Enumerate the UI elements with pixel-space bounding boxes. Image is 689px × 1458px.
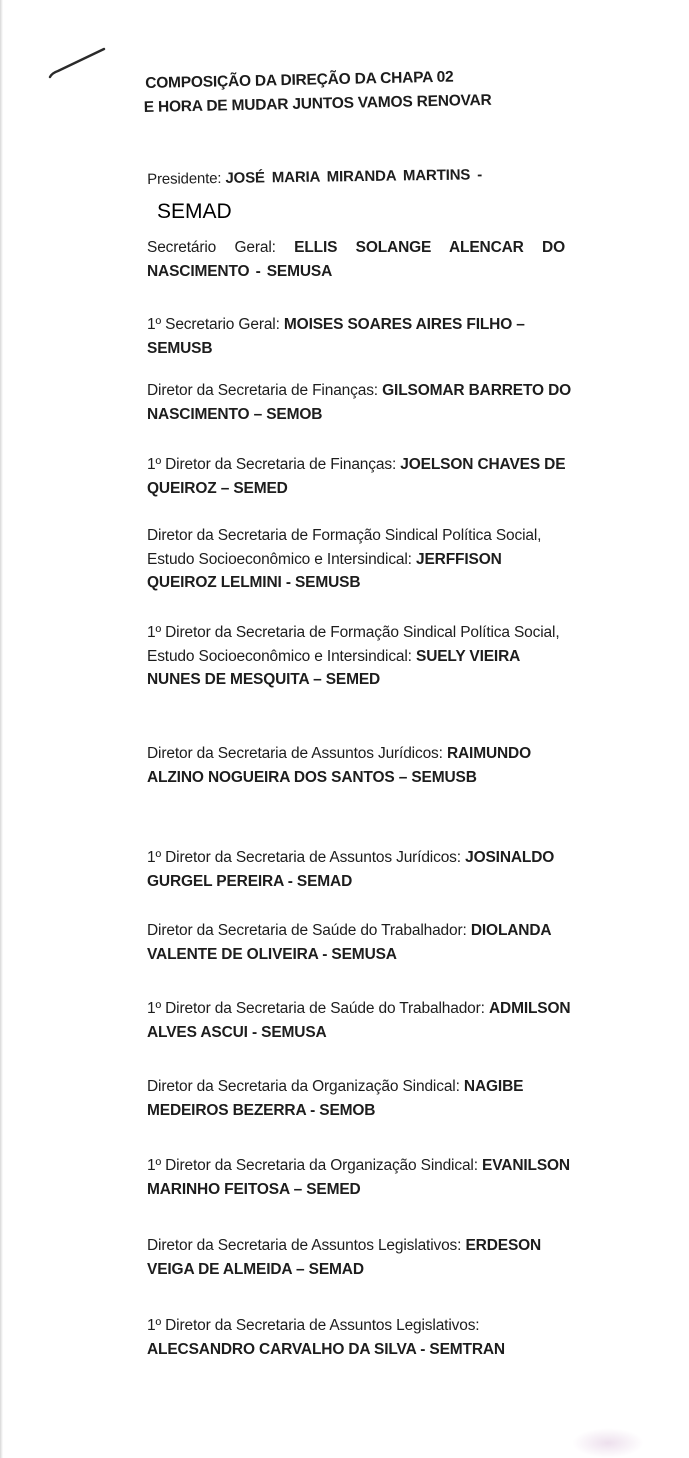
title-line-2: E HORA DE MUDAR JUNTOS VAMOS RENOVAR	[143, 91, 492, 117]
entry-name: GILSOMAR BARRETO DO NASCIMENTO – SEMOB	[147, 382, 572, 423]
paper-left-edge	[0, 0, 3, 1458]
entry-name: ALECSANDRO CARVALHO DA SILVA - SEMTRAN	[147, 1340, 505, 1358]
entry-role: 1º Secretario Geral:	[147, 316, 280, 333]
entry-name: SUELY VIEIRA NUNES DE MESQUITA – SEMED	[147, 647, 520, 688]
entry-name: ADMILSON ALVES ASCUI - SEMUSA	[147, 1000, 571, 1041]
entry-role: Diretor da Secretaria de Saúde do Trabalhador:	[147, 922, 467, 939]
director-entry	[147, 621, 577, 692]
title-line-1: COMPOSIÇÃO DA DIREÇÃO DA CHAPA 02	[145, 68, 454, 92]
entry-role: 1º Diretor da Secretaria da Organização Sindical:	[147, 1157, 478, 1174]
director-entry	[147, 236, 565, 283]
director-entry	[147, 919, 577, 966]
director-entry	[147, 1075, 577, 1122]
entry-role: Diretor da Secretaria de Formação Sindical Política Social, Estudo Socioeconômico e Intersindical:	[147, 527, 542, 568]
pen-stroke-mark	[44, 44, 110, 82]
entry-role: 1º Diretor da Secretaria de Saúde do Trabalhador:	[147, 1000, 485, 1017]
director-entry	[147, 1234, 577, 1281]
director-entry	[147, 313, 577, 360]
entry-role: Diretor da Secretaria de Assuntos Jurídicos:	[147, 745, 443, 762]
entry-role: 1º Diretor da Secretaria de Assuntos Legislativos:	[147, 1317, 480, 1334]
entry-name: DIOLANDA VALENTE DE OLIVEIRA - SEMUSA	[147, 922, 551, 963]
director-entry	[147, 997, 577, 1044]
director-entry	[147, 379, 577, 426]
entry-role: Diretor da Secretaria de Assuntos Legislativos:	[147, 1237, 462, 1254]
director-entry	[147, 1154, 577, 1201]
paper-smudge	[572, 1428, 644, 1458]
director-entry	[147, 742, 577, 789]
entry-role: Secretário Geral:	[147, 239, 276, 256]
entry-name: JERFFISON QUEIROZ LELMINI - SEMUSB	[147, 550, 502, 591]
entry-name: MOISES SOARES AIRES FILHO – SEMUSB	[147, 316, 525, 357]
entry-name: JOSINALDO GURGEL PEREIRA - SEMAD	[147, 849, 555, 890]
director-entry	[147, 524, 567, 595]
presidente-unit: SEMAD	[157, 200, 232, 223]
entry-name: JOSÉ MARIA MIRANDA MARTINS -	[225, 166, 483, 187]
entry-name: NAGIBE MEDEIROS BEZERRA - SEMOB	[147, 1078, 524, 1119]
entry-role: Presidente:	[147, 169, 222, 188]
entry-role: 1º Diretor da Secretaria de Formação Sindical Política Social, Estudo Socioeconômico e Intersindical:	[147, 624, 560, 665]
entry-role: 1º Diretor da Secretaria de Finanças:	[147, 456, 397, 473]
entry-name: JOELSON CHAVES DE QUEIROZ – SEMED	[147, 456, 566, 497]
entry-name: EVANILSON MARINHO FEITOSA – SEMED	[147, 1157, 570, 1198]
entry-role: Diretor da Secretaria de Finanças:	[147, 382, 378, 399]
entry-name: ERDESON VEIGA DE ALMEIDA – SEMAD	[147, 1237, 542, 1278]
entry-name: ELLIS SOLANGE ALENCAR DO NASCIMENTO - SEMUSA	[147, 239, 565, 280]
director-entry	[147, 453, 577, 500]
entry-role: 1º Diretor da Secretaria de Assuntos Jurídicos:	[147, 849, 461, 866]
entry-name: RAIMUNDO ALZINO NOGUEIRA DOS SANTOS – SEMUSB	[147, 745, 532, 786]
director-entry	[147, 846, 577, 893]
document-title	[145, 65, 492, 120]
director-entry	[147, 1314, 577, 1361]
entry-role: Diretor da Secretaria da Organização Sindical:	[147, 1078, 460, 1095]
entry-presidente	[147, 162, 577, 192]
